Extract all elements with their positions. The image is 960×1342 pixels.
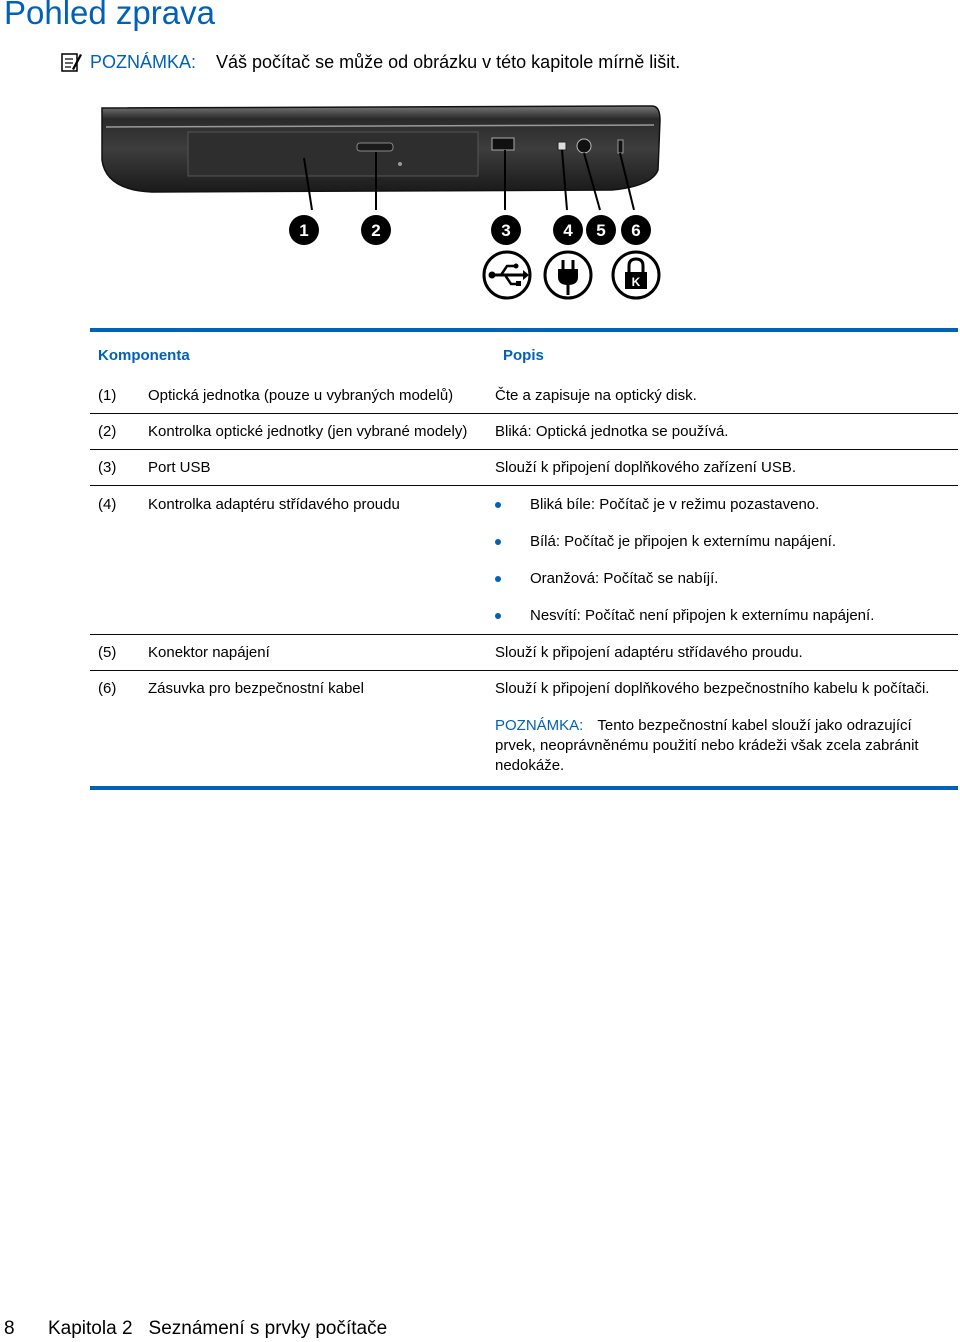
row-number: (1) xyxy=(98,387,117,404)
note-icon xyxy=(60,51,82,73)
row-note xyxy=(495,706,958,776)
list-item: Bliká bíle: Počítač je v režimu pozastaveno. xyxy=(495,486,958,523)
table-row xyxy=(90,449,958,485)
table-row xyxy=(90,485,958,634)
row-component: Konektor napájení xyxy=(148,644,270,661)
svg-text:6: 6 xyxy=(631,221,641,240)
usb-icon xyxy=(484,252,530,298)
svg-text:2: 2 xyxy=(371,221,381,240)
page-title: Pohled zprava xyxy=(4,0,215,31)
row-description: Čte a zapisuje na optický disk. xyxy=(495,387,697,404)
page-footer xyxy=(4,1318,387,1340)
table-row xyxy=(90,378,958,413)
row-description: Bliká: Optická jednotka se používá. xyxy=(495,423,729,440)
svg-text:5: 5 xyxy=(596,221,606,240)
laptop-right-side-figure xyxy=(92,100,672,310)
header-description: Popis xyxy=(503,346,544,364)
chapter-label: Kapitola 2 xyxy=(48,1318,133,1339)
row-number: (2) xyxy=(98,423,117,440)
row-component: Optická jednotka (pouze u vybraných modelů) xyxy=(148,387,454,404)
row-component: Kontrolka optické jednotky (jen vybrané modely) xyxy=(148,423,468,440)
security-lock-icon xyxy=(613,252,659,298)
row-number: (5) xyxy=(98,644,117,661)
note-label: POZNÁMKA: xyxy=(90,51,197,72)
row-number: (4) xyxy=(98,496,117,513)
bullet-icon xyxy=(495,576,501,582)
row-description-text: Slouží k připojení doplňkového bezpečnostního kabelu k počítači. xyxy=(495,680,930,697)
page-number: 8 xyxy=(4,1318,15,1339)
callout-3 xyxy=(491,215,521,245)
row-description xyxy=(495,486,958,634)
table-row xyxy=(90,413,958,449)
row-description xyxy=(495,671,958,776)
list-item: Nesvítí: Počítač není připojen k externímu napájení. xyxy=(495,597,958,634)
svg-text:3: 3 xyxy=(501,221,511,240)
power-connector xyxy=(577,139,591,153)
security-cable-slot xyxy=(618,140,623,153)
list-item: Bílá: Počítač je připojen k externímu napájení. xyxy=(495,523,958,560)
note-text: Váš počítač se může od obrázku v této kapitole mírně lišit. xyxy=(216,51,681,72)
callout-1 xyxy=(289,215,319,245)
table-header xyxy=(90,332,958,378)
row-note-label: POZNÁMKA: xyxy=(495,717,584,734)
table-bottom-rule xyxy=(90,786,958,790)
row-number: (6) xyxy=(98,680,117,697)
list-item: Oranžová: Počítač se nabíjí. xyxy=(495,560,958,597)
usb-port xyxy=(492,138,514,150)
callout-4 xyxy=(553,215,583,245)
row-note-text: Tento bezpečnostní kabel slouží jako odrazující prvek, neoprávněnému použití nebo krádeži však zcela zabránit nedokáže. xyxy=(495,717,919,774)
row-description: Slouží k připojení adaptéru střídavého proudu. xyxy=(495,644,803,661)
bullet-icon xyxy=(495,613,501,619)
svg-text:1: 1 xyxy=(299,221,309,240)
chapter-title: Seznámení s prvky počítače xyxy=(148,1318,388,1339)
row-number: (3) xyxy=(98,459,117,476)
table-row xyxy=(90,634,958,670)
bullet-icon xyxy=(495,502,501,508)
note xyxy=(60,50,680,74)
laptop-body xyxy=(102,106,660,192)
row-component: Zásuvka pro bezpečnostní kabel xyxy=(148,680,364,697)
row-description: Slouží k připojení doplňkového zařízení USB. xyxy=(495,459,797,476)
row-component: Port USB xyxy=(148,459,211,476)
table-row xyxy=(90,670,958,776)
bullet-icon xyxy=(495,539,501,545)
ac-adapter-light xyxy=(558,142,566,150)
power-plug-icon xyxy=(545,252,591,298)
svg-text:K: K xyxy=(631,275,641,289)
callout-2 xyxy=(361,215,391,245)
callout-5 xyxy=(586,215,616,245)
callout-6 xyxy=(621,215,651,245)
header-component: Komponenta xyxy=(98,346,190,364)
row-component: Kontrolka adaptéru střídavého proudu xyxy=(148,496,400,513)
bullet-list xyxy=(495,486,958,634)
svg-text:4: 4 xyxy=(563,221,573,240)
components-table xyxy=(90,328,958,790)
